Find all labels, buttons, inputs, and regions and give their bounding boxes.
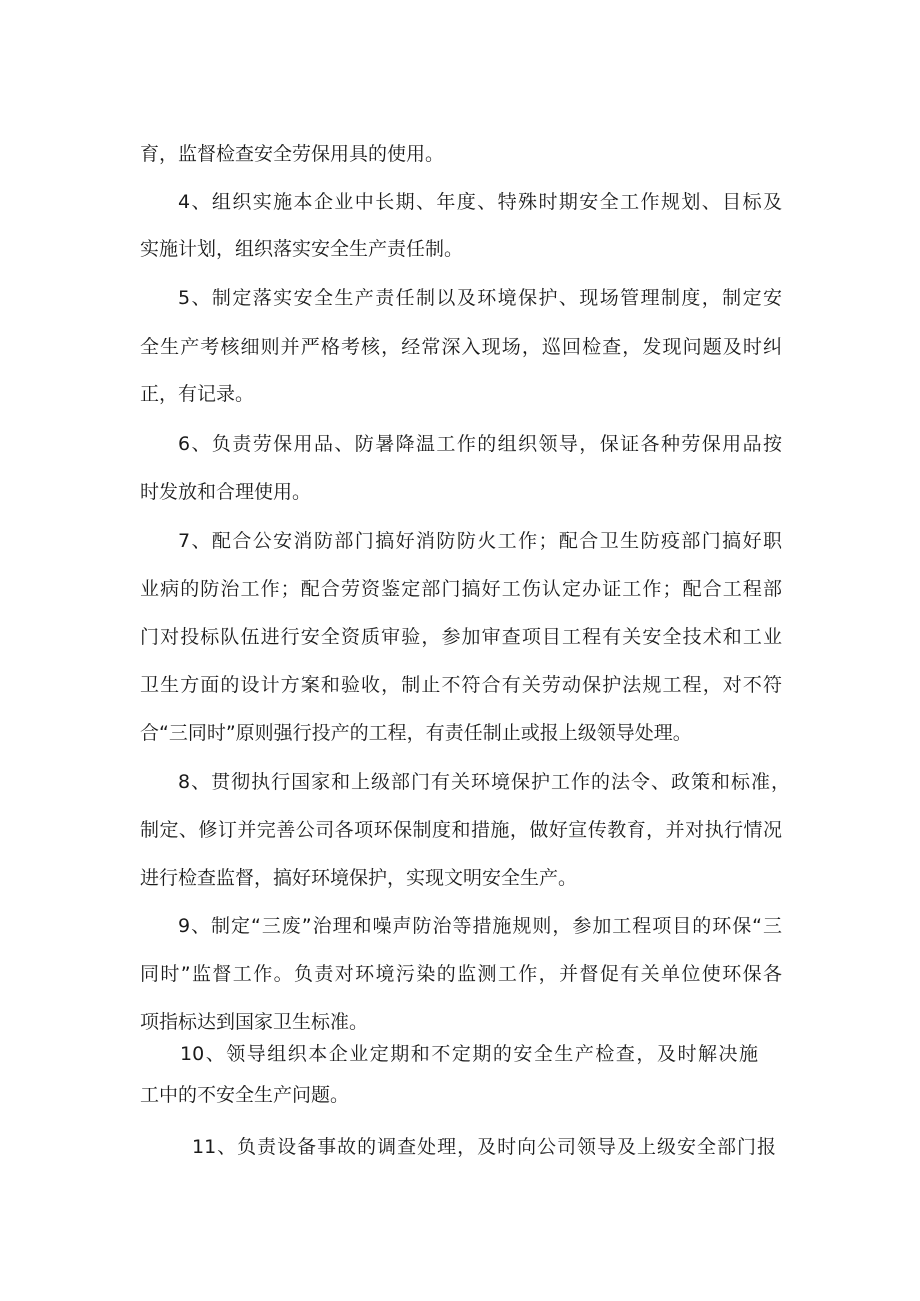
text-line: 9、制定“三废”治理和噪声防治等措施规则，参加工程项目的环保“三 xyxy=(178,915,782,937)
text-line: 同时”监督工作。负责对环境污染的监测工作，并督促有关单位使环保各 xyxy=(140,963,782,985)
text-line: 制定、修订并完善公司各项环保制度和措施，做好宣传教育，并对执行情况 xyxy=(140,819,782,841)
text-line: 6、负责劳保用品、防暑降温工作的组织领导，保证各种劳保用品按 xyxy=(178,433,782,455)
text-line: 8、贯彻执行国家和上级部门有关环境保护工作的法令、政策和标准， xyxy=(178,771,790,793)
text-line: 门对投标队伍进行安全资质审验，参加审查项目工程有关安全技术和工业 xyxy=(140,626,782,648)
text-line: 7、配合公安消防部门搞好消防防火工作；配合卫生防疫部门搞好职 xyxy=(178,530,782,552)
text-line: 卫生方面的设计方案和验收，制止不符合有关劳动保护法规工程，对不符 xyxy=(140,674,782,696)
text-line: 正，有记录。 xyxy=(140,383,255,405)
text-line: 全生产考核细则并严格考核，经常深入现场，巡回检查，发现问题及时纠 xyxy=(140,336,782,358)
text-line: 4、组织实施本企业中长期、年度、特殊时期安全工作规划、目标及 xyxy=(178,191,782,213)
text-line: 合“三同时”原则强行投产的工程，有责任制止或报上级领导处理。 xyxy=(140,722,692,744)
text-line: 业病的防治工作；配合劳资鉴定部门搞好工伤认定办证工作；配合工程部 xyxy=(140,578,782,600)
text-line: 育，监督检查安全劳保用具的使用。 xyxy=(140,143,445,165)
text-line: 进行检查监督，搞好环境保护，实现文明安全生产。 xyxy=(140,867,578,889)
text-line: 11、负责设备事故的调查处理，及时向公司领导及上级安全部门报 xyxy=(192,1136,776,1158)
text-line: 项指标达到国家卫生标准。 xyxy=(140,1011,369,1033)
text-line: 10、领导组织本企业定期和不定期的安全生产检查，及时解决施 xyxy=(180,1043,758,1065)
text-line: 时发放和合理使用。 xyxy=(140,481,312,503)
text-line: 实施计划，组织落实安全生产责任制。 xyxy=(140,238,464,260)
text-line: 5、制定落实安全生产责任制以及环境保护、现场管理制度，制定安 xyxy=(178,287,782,309)
text-line: 工中的不安全生产问题。 xyxy=(140,1084,350,1106)
